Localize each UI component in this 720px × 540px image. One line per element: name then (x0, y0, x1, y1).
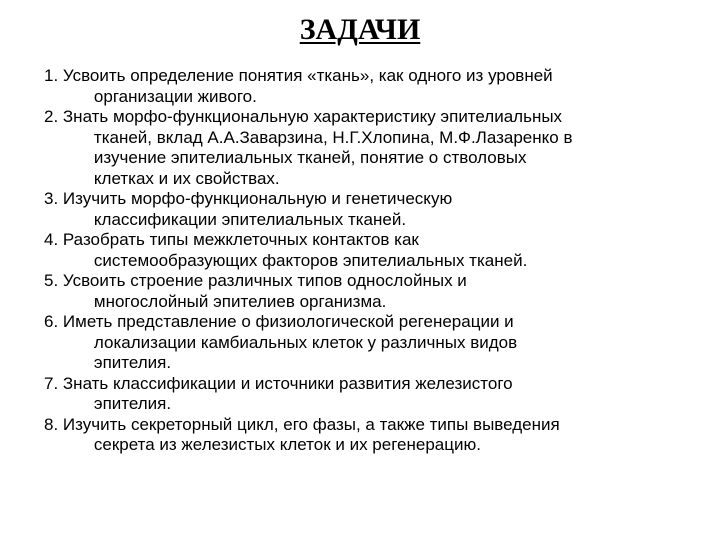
task-line: Иметь представление о физиологической регенерации и (62, 312, 514, 331)
list-item (44, 312, 684, 374)
task-line: секрета из железистых клеток и их регенерацию. (93, 435, 481, 454)
task-number: 4. (44, 230, 63, 249)
task-line: системообразующих факторов эпителиальных тканей. (93, 250, 528, 270)
task-number: 6. (44, 312, 63, 331)
list-item (44, 374, 684, 415)
task-line: Разобрать типы межклеточных контактов как (62, 230, 419, 249)
task-line: Изучить морфо-функциональную и генетическую (62, 189, 453, 208)
task-number: 7. (44, 373, 63, 393)
task-line: эпителия. (93, 394, 172, 413)
task-line: Усвоить строение различных типов однослойных и (62, 271, 467, 290)
task-number: 5. (44, 271, 63, 290)
list-item (44, 271, 684, 312)
page-title-text: ЗАДАЧИ (299, 13, 421, 46)
list-item (44, 415, 684, 456)
task-line: Изучить секреторный цикл, его фазы, а также типы выведения (62, 414, 560, 434)
task-number: 1. (44, 66, 63, 85)
task-line: локализации камбиальных клеток у различных видов (93, 332, 518, 352)
task-list (44, 66, 684, 456)
task-line: эпителия. (93, 353, 172, 372)
task-number: 3. (44, 189, 63, 208)
list-item (44, 230, 684, 271)
list-item (44, 66, 684, 107)
task-line: изучение эпителиальных тканей, понятие о стволовых (93, 148, 527, 167)
list-item (44, 107, 684, 189)
task-line: Знать классификации и источники развития железистого (62, 373, 513, 393)
task-line: организации живого. (93, 86, 257, 106)
task-line: классификации эпителиальных тканей. (93, 209, 407, 229)
task-number: 8. (44, 414, 63, 434)
task-number: 2. (44, 107, 63, 126)
task-line: тканей, вклад А.А.Заварзина, Н.Г.Хлопина, М.Ф.Лазаренко в (93, 127, 573, 147)
task-line: Знать морфо-функциональную характеристику эпителиальных (62, 107, 563, 126)
page-title (0, 12, 720, 48)
task-line: многослойный эпителиев организма. (93, 291, 387, 311)
task-line: Усвоить определение понятия «ткань», как одного из уровней (62, 66, 553, 85)
task-line: клетках и их свойствах. (93, 168, 280, 188)
list-item (44, 189, 684, 230)
